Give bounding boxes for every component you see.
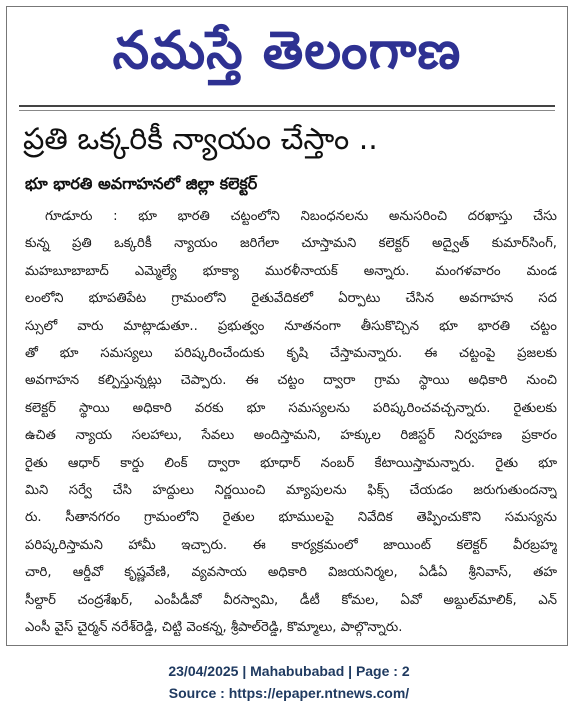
article-line: చారి, ఆర్డీవో కృష్ణవేణి, వ్యవసాయ అధికారి విజయనిర్మల, ఏడీఏ శ్రీనివాస్, తహ [25,565,557,581]
article-line: గూడూరు : భూ భారతి చట్టంలోని నిబంధనలను అనుసరించి దరఖాస్తు చేసు [45,209,557,224]
article-line: మిని సర్వే చేసి హద్దులు నిర్ణయించి మ్యాపులను ఫిక్స్ చేయడం జరుగుతుందన్నా [25,483,557,499]
article-line: పరిష్కరిస్తామని హామీ ఇచ్చారు. ఈ కార్యక్రమంలో జాయింట్ కలెక్టర్ వీరబ్రహ్మ [25,537,557,553]
dateline: 23/04/2025 | Mahabubabad | Page : 2 [168,663,410,679]
article-line: ఉచిత న్యాయ సలహాలు, సేవలు అందిస్తామని, హక్కుల రిజిస్టర్ నిర్వహణ ప్రకారం [25,428,557,444]
article-line: మహబూబాబాద్ ఎమ్మెల్యే భూక్యా మురళీనాయక్ అన్నారు. మంగళవారం మండ [25,263,557,279]
article-headline: ప్రతి ఒక్కరికీ న్యాయం చేస్తాం .. [23,122,378,157]
article-body [25,203,557,643]
source-line: Source : https://epaper.ntnews.com/ [168,685,410,701]
article-line: కలెక్టర్ స్థాయి అధికారి వరకు భూ సమస్యలను పరిష్కరించవచ్చన్నారు. రైతులకు [25,400,557,416]
newspaper-masthead: నమస్తే తెలంగాణ [112,21,462,81]
article-line: లంలోని భూపతిపేట గ్రామంలోని రైతువేదికలో ఏర్పాటు చేసిన అవగాహన సద [25,291,557,307]
article-line: రు. సీతానగరం గ్రామంలోని రైతుల భూములపై నివేదిక తెప్పించుకొని సమస్యను [25,510,557,526]
article-subheadline: భూ భారతి అవగాహనలో జిల్లా కలెక్టర్ [25,174,258,193]
masthead-divider [19,105,555,107]
masthead-divider-thin [19,110,555,111]
article-line: రైతు ఆధార్ కార్డు లింక్ ద్వారా భూధార్ నంబర్ కేటాయిస్తామన్నారు. రైతు భూ [25,455,557,471]
article-line: అవగాహన కల్పిస్తున్నట్లు చెప్పారు. ఈ చట్టం ద్వారా గ్రామ స్థాయి అధికారి నుంచి [25,373,557,389]
article-line: తో భూ సమస్యలు పరిష్కరించేందుకు కృషి చేస్తామన్నారు. ఈ చట్టంపై ప్రజలకు [25,346,557,362]
clipping-frame [6,6,568,646]
article-line: ఎంసీ వైస్ చైర్మన్ నరేశ్‌రెడ్డి, చిట్టి వెంకన్న, శ్రీపాల్‌రెడ్డి, కొమ్మాలు, పాల్గొన్నారు. [25,620,403,636]
article-line: కున్న ప్రతి ఒక్కరికీ న్యాయం జరిగేలా చూస్తామని కలెక్టర్ అద్వైత్ కుమార్‌సింగ్, [25,236,557,252]
clipping-footer [0,660,578,704]
article-line: సీల్దార్ చంద్రశేఖర్, ఎంపీడీవో వీరస్వామి, డీటీ కోమల, ఏవో అబ్దుల్‌మాలిక్, ఎన్ [25,592,557,608]
article-line: స్సులో వారు మాట్లాడుతూ.. ప్రభుత్వం నూతనంగా తీసుకొచ్చిన భూ భారతి చట్టం [25,318,557,334]
